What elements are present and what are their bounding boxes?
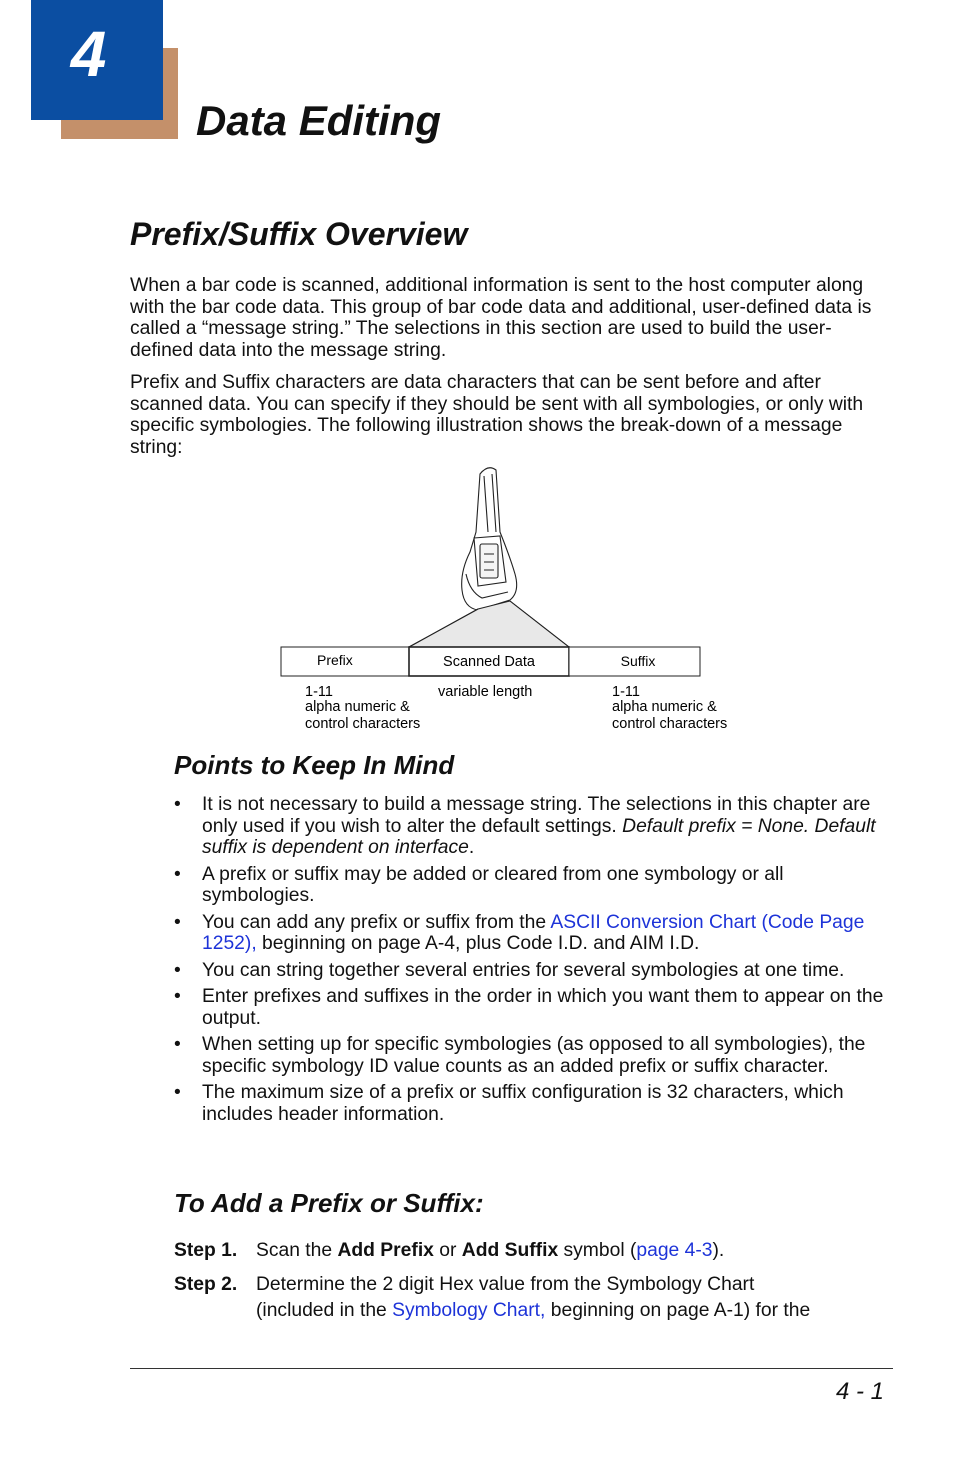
- bullet-icon: •: [174, 986, 181, 1007]
- points-heading: Points to Keep In Mind: [174, 750, 455, 780]
- bullet-icon: •: [174, 863, 181, 885]
- list-item: • When setting up for specific symbologies (as opposed to all symbologies), the specific symbology ID value counts as an added prefix or suffix character.: [174, 1034, 866, 1077]
- suffix-desc-line-3: control characters: [612, 716, 728, 732]
- prefix-label: Prefix: [317, 652, 353, 668]
- chapter-title: Data Editing: [196, 97, 442, 144]
- step-2: Step 2. Determine the 2 digit Hex value from the Symbology Chart (included in the Symbology Chart, beginning on page A-1) for the: [174, 1274, 811, 1321]
- page-4-3-link[interactable]: page 4-3: [636, 1240, 713, 1261]
- step-1-label: Step 1.: [174, 1240, 238, 1261]
- scanner-illustration: [462, 468, 517, 610]
- prefix-desc-line-3: control characters: [305, 716, 421, 732]
- intro-paragraph-1: When a bar code is scanned, additional information is sent to the host computer along with the bar code data. This group of bar code data and additional, user-defined data is called a “message string.” The selections in this section are used to build the user-defined data into the message string.: [130, 275, 872, 361]
- list-item: • You can string together several entries for several symbologies at one time.: [174, 959, 845, 981]
- list-item: • You can add any prefix or suffix from the ASCII Conversion Chart (Code Page 1252), beginning on page A-4, plus Code I.D. and AIM I.D.: [174, 911, 865, 954]
- scan-beam: [409, 601, 569, 647]
- bullet-icon: •: [174, 911, 181, 933]
- suffix-desc-line-2: alpha numeric &: [612, 699, 717, 715]
- points-list: [174, 794, 889, 1130]
- step-1: Step 1. Scan the Add Prefix or Add Suffix symbol (page 4-3).: [174, 1238, 889, 1264]
- scanned-desc: variable length: [438, 684, 533, 700]
- footer-rule: [130, 1368, 893, 1369]
- chapter-number: 4: [70, 18, 107, 90]
- bullet-icon: •: [174, 1034, 181, 1055]
- ascii-chart-link[interactable]: ASCII Conversion Chart (Code Page 1252),: [202, 911, 865, 954]
- prefix-desc-line-2: alpha numeric &: [305, 699, 410, 715]
- step-2-label: Step 2.: [174, 1274, 238, 1295]
- add-prefix-heading: To Add a Prefix or Suffix:: [174, 1188, 484, 1218]
- bullet-icon: •: [174, 794, 181, 815]
- bullet-icon: •: [174, 1082, 181, 1103]
- list-item: • The maximum size of a prefix or suffix configuration is 32 characters, which includes header information.: [174, 1082, 844, 1125]
- prefix-desc-line-1: 1-11: [305, 684, 333, 700]
- suffix-label: Suffix: [620, 653, 656, 669]
- scanned-data-label: Scanned Data: [443, 654, 535, 670]
- symbology-chart-link[interactable]: Symbology Chart,: [392, 1300, 546, 1321]
- page-number: 4 - 1: [835, 1378, 884, 1405]
- list-item: • A prefix or suffix may be added or cleared from one symbology or all symbologies.: [174, 863, 784, 906]
- list-item: • It is not necessary to build a message string. The selections in this chapter are only used if you wish to alter the default settings. Default prefix = None. Default suffix is dependent on interface.: [174, 794, 876, 858]
- list-item: • Enter prefixes and suffixes in the order in which you want them to appear on the output.: [174, 986, 884, 1029]
- intro-paragraph-2: Prefix and Suffix characters are data characters that can be sent before and after scanned data. You can specify if they should be sent with all symbologies, or only with specific symbologies. The following illustration shows the break-down of a message string:: [130, 372, 864, 458]
- message-string-diagram: [270, 462, 750, 737]
- suffix-desc-line-1: 1-11: [612, 684, 640, 700]
- section-heading: Prefix/Suffix Overview: [130, 216, 468, 252]
- bullet-icon: •: [174, 959, 181, 981]
